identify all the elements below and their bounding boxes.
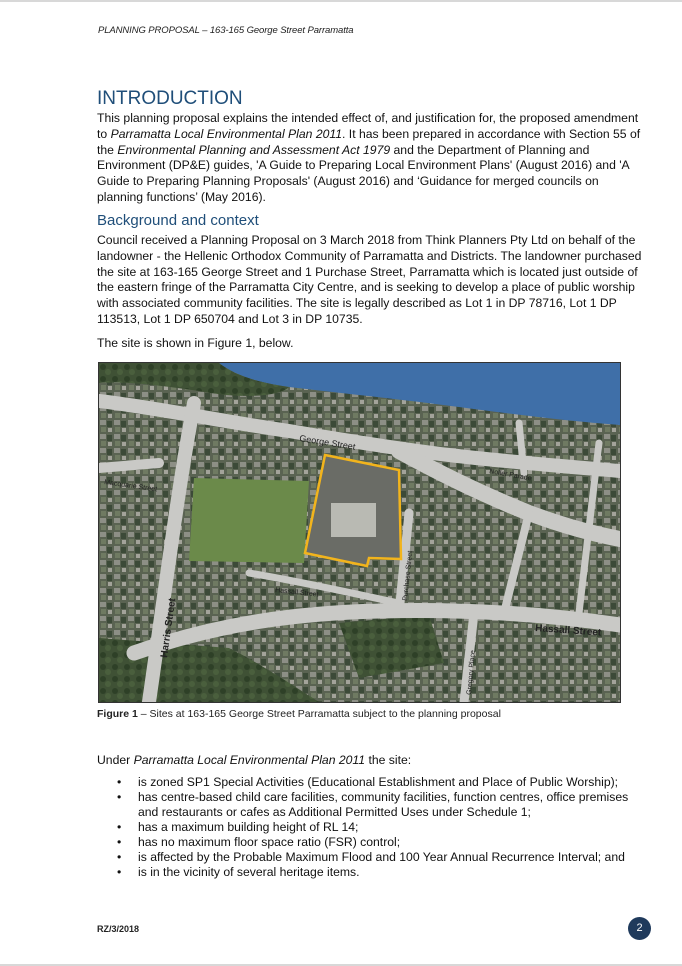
bullet-text: is in the vicinity of several heritage items. <box>138 865 360 879</box>
bullet-glyph: • <box>117 775 122 789</box>
figure-caption-text: – Sites at 163-165 George Street Parramatta subject to the planning proposal <box>137 708 501 720</box>
intro-act-title: Environmental Planning and Assessment Act 1979 <box>117 142 391 157</box>
label-purchase-street: Purchase Street <box>402 550 415 602</box>
intro-text-1: This planning proposal explains the intended effect of, and justification for, the proposed amendment to <box>97 111 639 141</box>
label-noller-parade: Noller Parade <box>488 468 533 483</box>
list-item <box>117 850 642 865</box>
bullet-glyph: • <box>117 835 122 849</box>
bullet-glyph: • <box>117 790 122 804</box>
bullet-glyph: • <box>117 850 122 864</box>
bullet-glyph: • <box>117 865 122 879</box>
document-reference: RZ/3/2018 <box>97 924 140 934</box>
figure-caption-label: Figure 1 <box>97 708 138 720</box>
page-top-edge <box>0 0 682 2</box>
list-item <box>117 820 642 835</box>
list-item <box>117 790 642 820</box>
intro-text-2: . It has been prepared in accordance with Section 55 of the <box>97 126 641 157</box>
introduction-heading: INTRODUCTION <box>97 88 243 109</box>
figure-reference-paragraph: The site is shown in Figure 1, below. <box>97 336 294 350</box>
bullet-text: is affected by the Probable Maximum Flood and 100 Year Annual Recurrence Interval; and <box>138 850 625 864</box>
site-building <box>331 503 376 537</box>
bullet-text: has a maximum building height of RL 14; <box>138 820 359 834</box>
aerial-map-graphic <box>99 363 620 702</box>
background-heading: Background and context <box>97 212 259 229</box>
intro-lep-title: Parramatta Local Environmental Plan 2011 <box>110 126 343 141</box>
list-item <box>117 865 642 880</box>
sports-oval <box>189 478 309 563</box>
site-controls-list <box>117 775 642 880</box>
label-george-street: George Street <box>298 433 357 452</box>
running-header: PLANNING PROPOSAL – 163-165 George Street Parramatta <box>98 25 354 36</box>
label-hassall-street-small: Hassall Street <box>274 587 319 599</box>
site-intro-lep-title: Parramatta Local Environmental Plan 2011 <box>133 753 366 767</box>
label-macquarie-street: Macquarie Street <box>103 479 158 494</box>
list-item <box>117 775 642 790</box>
list-item <box>117 835 642 850</box>
bullet-text: has centre-based child care facilities, community facilities, function centres, office premises and restaurants or cafes as Additional Permitted Uses under Schedule 1; <box>138 790 629 819</box>
bullet-text: has no maximum floor space ratio (FSR) control; <box>138 835 401 849</box>
label-hassall-street: Hassall Street <box>534 623 602 639</box>
site-intro-line <box>97 753 411 767</box>
label-gregory-place: Gregory Place <box>466 649 477 696</box>
label-harris-street: Harris Street <box>159 597 179 659</box>
introduction-paragraph <box>97 111 642 206</box>
page-number-badge: 2 <box>628 917 651 940</box>
site-aerial-map <box>98 362 621 703</box>
bullet-text: is zoned SP1 Special Activities (Educational Establishment and Place of Public Worship); <box>138 775 619 789</box>
intro-text-3: and the Department of Planning and Environment (DP&E) guides, 'A Guide to Preparing Local Environment Plans' (August 2016) and 'A Guide to Preparing Planning Proposals' (August 2016) and ‘Guidance for merged councils on planning functions’ (May 2016). <box>97 142 630 204</box>
site-intro-text-2: the site: <box>365 753 412 767</box>
bullet-glyph: • <box>117 820 122 834</box>
site-intro-text-1: Under <box>97 753 134 767</box>
figure-caption <box>97 708 501 720</box>
background-paragraph: Council received a Planning Proposal on 3 March 2018 from Think Planners Pty Ltd on behalf of the landowner - the Hellenic Orthodox Community of Parramatta and Districts. The landowner purchased the site at 163-165 George Street and 1 Purchase Street, Parramatta which is located just outside of the eastern fringe of the Parramatta City Centre, and is seeking to develop a place of public worship with associated community facilities. The site is legally described as Lot 1 in DP 78716, Lot 1 DP 113513, Lot 1 DP 650704 and Lot 3 in DP 10735. <box>97 233 642 326</box>
